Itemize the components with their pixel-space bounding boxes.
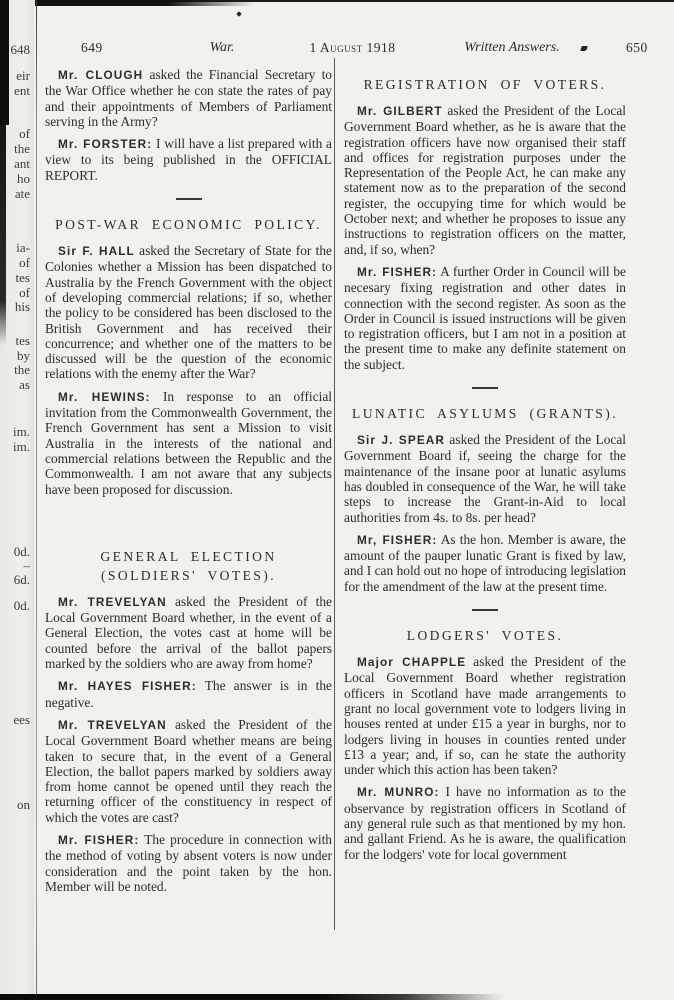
- paragraph-text: The answer is in the negative.: [45, 678, 332, 710]
- margin-text-fragment: of: [19, 126, 30, 141]
- speaker-name: Mr. MUNRO:: [357, 785, 440, 800]
- speaker-name: Mr. CLOUGH: [58, 68, 144, 82]
- speaker-name: Mr. FISHER:: [58, 832, 140, 847]
- qa-paragraph: [45, 832, 332, 894]
- margin-text-fragment: 0d.: [13, 598, 30, 613]
- margin-text-fragment: on: [17, 797, 30, 812]
- margin-text-fragment: as: [19, 377, 30, 392]
- speaker-name: Mr, FISHER:: [357, 532, 438, 547]
- paragraph-text: asked the President of the Local Government Board whether, as he is aware that the registration officers have now organised their staff and offices for registration purposes under the Representation of the People Act, he can make any statement now as to the preparation of the second register, the occupying time for which would be October next; and whether he proposes to issue any instructions to registration officers on the matter, and, if so, when?: [344, 103, 627, 257]
- margin-text-fragment: by: [17, 348, 30, 363]
- paragraph-text: asked the President of the Local Government Board whether means are being taken to secure that, in the event of a General Election, the ballot papers marked by soldiers away from home cannot be opened until they reach the returning officer of the constituency in respect of which the votes are cast?: [45, 716, 332, 825]
- qa-paragraph: [344, 432, 626, 525]
- scan-edge-shadow-fade: [0, 125, 6, 345]
- page-top-edge-blob: [35, 0, 255, 6]
- speaker-name: Major CHAPPLE: [357, 655, 467, 670]
- section-heading: POST-WAR ECONOMIC POLICY.: [55, 217, 322, 233]
- header-date: 1 August 1918: [309, 40, 396, 55]
- section-divider: [472, 609, 498, 611]
- paragraph-text: asked the Financial Secretary to the War Office whether he con state the rates of pay and their appointments of Members of Parliament serving in the Army?: [45, 67, 332, 129]
- margin-text-fragment: im.: [13, 424, 30, 439]
- margin-text-fragment: eir: [16, 68, 30, 83]
- qa-paragraph: [45, 67, 332, 129]
- scan-edge-shadow: [0, 0, 9, 125]
- qa-paragraph: [344, 264, 626, 372]
- paragraph-text: I will have a list prepared with a view to its being published in the OFFICIAL REPORT.: [45, 136, 332, 183]
- page-number-right: 650: [626, 40, 648, 55]
- left-column: [45, 60, 332, 901]
- margin-text-fragment: of: [19, 285, 30, 300]
- margin-text-fragment: 0d.: [13, 544, 30, 559]
- section-heading: LODGERS' VOTES.: [406, 628, 564, 644]
- speaker-name: Mr. FORSTER:: [58, 137, 153, 152]
- paragraph-text: asked the Secretary of State for the Colonies whether a Mission has been dispatched to Australia by the French Government with the object of developing commercial relations; if so, whether the policy to be considered has been disclosed to the British Government and has received their concurrence; and whether one of the matters to be discussed will be the question of the economic relations with the enemy after the War?: [45, 243, 332, 382]
- speaker-name: Mr. GILBERT: [357, 104, 443, 118]
- margin-text-fragment: ent: [14, 83, 30, 98]
- margin-text-fragment: tes: [15, 333, 30, 348]
- paragraph-text: A further Order in Council will be necesary fixing registration and other dates in connection with the second register. As soon as the Order in Council is issued instructions will be given to registration officers, but I am not in a position at the present time to make any definite statement on the subject.: [344, 263, 627, 372]
- paragraph-text: asked the President of the Local Government Board whether registration officers in Scotland have made arrangements to grant no local government vote to lodgers living in houses rented at under £15 a year in burghs, nor to lodgers living in houses in counties rented under £13 a year; and, if so, can he state the authority under which this action has been taken?: [344, 654, 626, 778]
- margin-text-fragment: his: [14, 299, 30, 314]
- section-heading: LUNATIC ASYLUMS (GRANTS).: [352, 406, 618, 422]
- qa-paragraph: [344, 103, 626, 257]
- speaker-name: Mr. HAYES FISHER:: [58, 679, 197, 694]
- margin-text-fragment: the: [14, 362, 30, 377]
- qa-paragraph: [344, 654, 626, 777]
- qa-paragraph: [344, 532, 626, 594]
- speaker-name: Mr. TREVELYAN: [58, 594, 167, 609]
- qa-paragraph: [45, 136, 332, 183]
- qa-paragraph: [45, 717, 332, 825]
- margin-text-fragment: tes: [15, 270, 30, 285]
- margin-text-fragment: im.: [13, 439, 30, 454]
- section-divider: [472, 387, 498, 389]
- section-heading: REGISTRATION OF VOTERS.: [363, 77, 607, 92]
- margin-text-fragment: ho: [17, 171, 30, 186]
- margin-text-fragment: ia-: [16, 240, 30, 255]
- qa-paragraph: [45, 243, 332, 382]
- page-number-left: 649: [81, 40, 103, 55]
- margin-text-fragment: ant: [14, 156, 30, 171]
- margin-text-fragment: 648: [10, 42, 30, 57]
- paragraph-text: In response to an official invitation from the Commonwealth Government, the French Government has sent a Mission to visit Australia in the interests of the national and commercial relations between the Republic and the Commonwealth. I am not aware that any subjects have been proposed for discussion.: [45, 388, 332, 497]
- page-header: [37, 40, 674, 60]
- margin-text-fragment: 6d.: [13, 572, 30, 587]
- page-bottom-edge: [0, 994, 560, 1000]
- margin-text-fragment: the: [14, 141, 30, 156]
- paragraph-text: asked the President of the Local Government Board whether, in the event of a General Election, the votes cast at home will be counted before the arrival of the ballot papers marked by the soldiers who are away from home?: [45, 593, 332, 672]
- margin-text-fragment: of: [19, 255, 30, 270]
- section-divider: [176, 198, 202, 200]
- running-title-left: War.: [209, 40, 235, 55]
- qa-paragraph: [45, 678, 332, 710]
- margin-text-fragment: –: [23, 558, 30, 573]
- qa-paragraph: [344, 784, 626, 861]
- column-gap: [45, 504, 332, 532]
- paragraph-text: I have no information as to the observance by registration officers in Scotland of any general rule such as that mentioned by my hon. and gallant Friend. As he is aware, the qualification for the lodgers' vote for local government: [344, 784, 626, 862]
- paragraph-text: asked the President of the Local Government Board if, seeing the charge for the maintenance of the insane poor at lunatic asylums has doubled in consequence of the War, he will take steps to increase the Grant-in-Aid to local authorities from 4s. to 8s. per head?: [344, 432, 626, 525]
- margin-text-fragment: ate: [14, 186, 30, 201]
- speaker-name: Mr. TREVELYAN: [58, 717, 167, 732]
- paragraph-text: As the hon. Member is aware, the amount of the pauper lunatic Grant is fixed by law, and I can hold out no hope of introducing legislation for the amendment of the law at the present time.: [344, 531, 626, 594]
- ink-spot: [236, 11, 242, 17]
- speaker-name: Sir F. HALL: [58, 244, 135, 259]
- margin-text-fragment: ees: [13, 712, 30, 727]
- page-binding-line: [36, 0, 37, 996]
- section-heading: GENERAL ELECTION (SOLDIERS' VOTES).: [100, 548, 277, 583]
- speaker-name: Mr. HEWINS:: [58, 389, 151, 404]
- column-divider-rule: [334, 58, 335, 930]
- speaker-name: Mr. FISHER:: [357, 264, 438, 279]
- speaker-name: Sir J. SPEAR: [357, 433, 446, 448]
- paragraph-text: The procedure in connection with the method of voting by absent voters is now under consideration and the point taken by the hon. Member will be noted.: [45, 831, 332, 894]
- right-column: [344, 60, 626, 869]
- qa-paragraph: [45, 389, 332, 497]
- running-title-right: Written Answers.: [464, 40, 560, 55]
- qa-paragraph: [45, 594, 332, 671]
